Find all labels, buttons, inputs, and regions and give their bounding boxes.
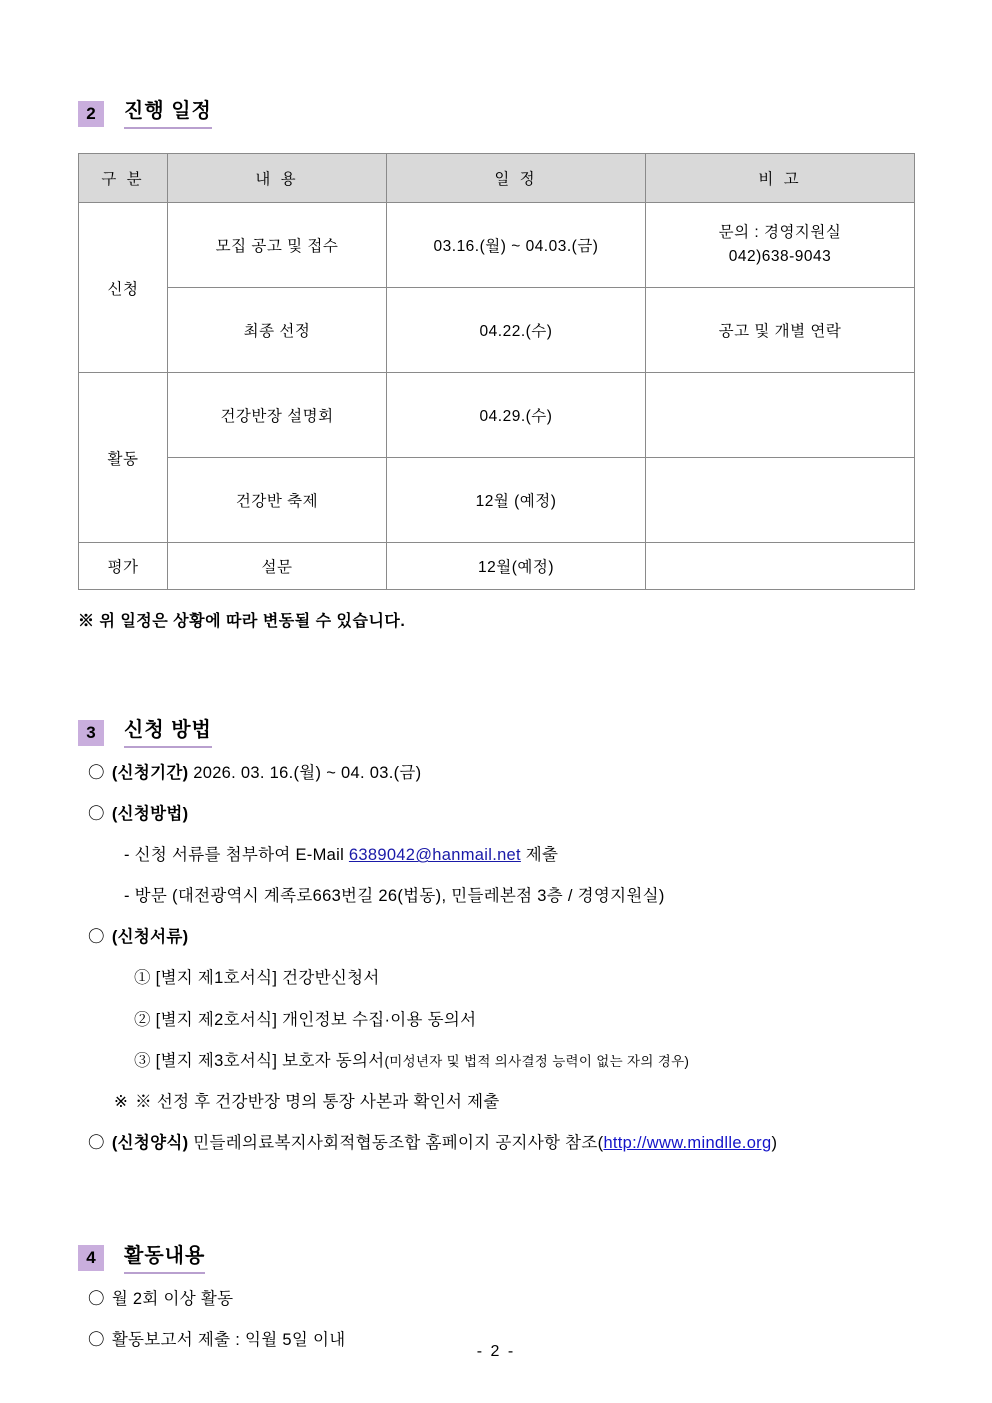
page-number: - 2 - xyxy=(476,1343,516,1360)
list-item xyxy=(78,926,914,949)
table-row xyxy=(79,373,915,458)
apply-period-label: (신청기간) xyxy=(111,764,189,782)
cell-note xyxy=(646,458,915,543)
row-group-activity: 활동 xyxy=(79,373,168,543)
section-title: 진행 일정 xyxy=(124,98,212,129)
cell-content: 설문 xyxy=(168,543,387,590)
section-title: 활동내용 xyxy=(124,1243,205,1274)
note-line-1: 문의 : 경영지원실 xyxy=(718,223,842,241)
cell-note xyxy=(646,543,915,590)
apply-form-value-post: ) xyxy=(771,1133,778,1152)
activity-item-1: 월 2회 이상 활동 xyxy=(111,1289,234,1308)
section-heading-apply xyxy=(78,717,914,748)
section-number: 4 xyxy=(78,1245,104,1271)
circle-bullet-icon: 〇 xyxy=(88,1331,105,1350)
apply-method-email-suffix: 제출 xyxy=(520,846,559,865)
note-line-2: 042)638-9043 xyxy=(728,248,832,265)
list-item xyxy=(78,1132,914,1155)
homepage-link[interactable]: http://www.mindlle.org xyxy=(603,1133,772,1152)
list-item xyxy=(78,762,914,785)
apply-doc-note-text: ※ 선정 후 건강반장 명의 통장 사본과 확인서 제출 xyxy=(135,1092,500,1111)
circle-bullet-icon: 〇 xyxy=(88,1289,105,1308)
schedule-footnote: ※ 위 일정은 상황에 따라 변동될 수 있습니다. xyxy=(78,613,406,630)
cell-date: 04.29.(수) xyxy=(387,373,646,458)
apply-form-label: (신청양식) xyxy=(111,1133,189,1152)
apply-docs-label: (신청서류) xyxy=(111,928,189,947)
apply-doc-1: ① [별지 제1호서식] 건강반신청서 xyxy=(134,969,380,988)
apply-form-value-pre: 민들레의료복지사회적협동조합 홈페이지 공지사항 참조( xyxy=(193,1133,604,1152)
section-heading-activity xyxy=(78,1243,914,1274)
apply-method-email xyxy=(124,844,914,867)
table-row xyxy=(79,203,915,288)
table-header-row xyxy=(79,154,915,203)
apply-doc-2: ② [별지 제2호서식] 개인정보 수집·이용 동의서 xyxy=(134,1010,477,1029)
column-header-date: 일 정 xyxy=(387,154,646,203)
apply-doc-3 xyxy=(134,1050,914,1073)
apply-method-visit: - 방문 (대전광역시 계족로663번길 26(법동), 민들레본점 3층 / 경영지원실) xyxy=(124,887,665,906)
apply-doc-3-main: ③ [별지 제3호서식] 보호자 동의서 xyxy=(134,1051,385,1070)
cell-content: 최종 선정 xyxy=(168,288,387,373)
column-header-category: 구 분 xyxy=(79,154,168,203)
cell-content: 모집 공고 및 접수 xyxy=(168,203,387,288)
activity-item-2: 활동보고서 제출 : 익월 5일 이내 xyxy=(111,1331,346,1350)
cell-note xyxy=(646,203,915,288)
table-row xyxy=(79,543,915,590)
section-title: 신청 방법 xyxy=(124,717,212,748)
apply-method-email-text: - 신청 서류를 첨부하여 E-Mail xyxy=(124,846,349,865)
column-header-content: 내 용 xyxy=(168,154,387,203)
circle-bullet-icon: 〇 xyxy=(88,1133,105,1152)
table-row xyxy=(79,458,915,543)
email-link[interactable]: 6389042@hanmail.net xyxy=(348,846,521,865)
apply-doc-3-note: (미성년자 및 법적 의사결정 능력이 없는 자의 경우) xyxy=(384,1053,690,1069)
circle-bullet-icon: 〇 xyxy=(88,928,105,947)
table-row xyxy=(79,288,915,373)
cell-date: 04.22.(수) xyxy=(387,288,646,373)
cell-date: 12월 (예정) xyxy=(387,458,646,543)
cell-content: 건강반 축제 xyxy=(168,458,387,543)
cell-note xyxy=(646,373,915,458)
apply-period-value: 2026. 03. 16.(월) ~ 04. 03.(금) xyxy=(193,764,422,782)
cell-date: 03.16.(월) ~ 04.03.(금) xyxy=(387,203,646,288)
row-group-application: 신청 xyxy=(79,203,168,373)
circle-bullet-icon: 〇 xyxy=(88,764,105,782)
section-number: 3 xyxy=(78,720,104,746)
list-item xyxy=(78,803,914,826)
schedule-table xyxy=(78,153,915,590)
reference-mark-icon: ※ xyxy=(114,1092,129,1111)
apply-list xyxy=(78,762,914,1155)
cell-content: 건강반장 설명회 xyxy=(168,373,387,458)
cell-date: 12월(예정) xyxy=(387,543,646,590)
list-item xyxy=(78,1288,914,1311)
column-header-note: 비 고 xyxy=(646,154,915,203)
section-heading-schedule xyxy=(78,98,914,129)
apply-method-label: (신청방법) xyxy=(111,805,189,824)
circle-bullet-icon: 〇 xyxy=(88,805,105,824)
section-number: 2 xyxy=(78,101,104,127)
cell-note: 공고 및 개별 연락 xyxy=(646,288,915,373)
row-group-evaluation: 평가 xyxy=(79,543,168,590)
apply-doc-note xyxy=(114,1091,914,1114)
